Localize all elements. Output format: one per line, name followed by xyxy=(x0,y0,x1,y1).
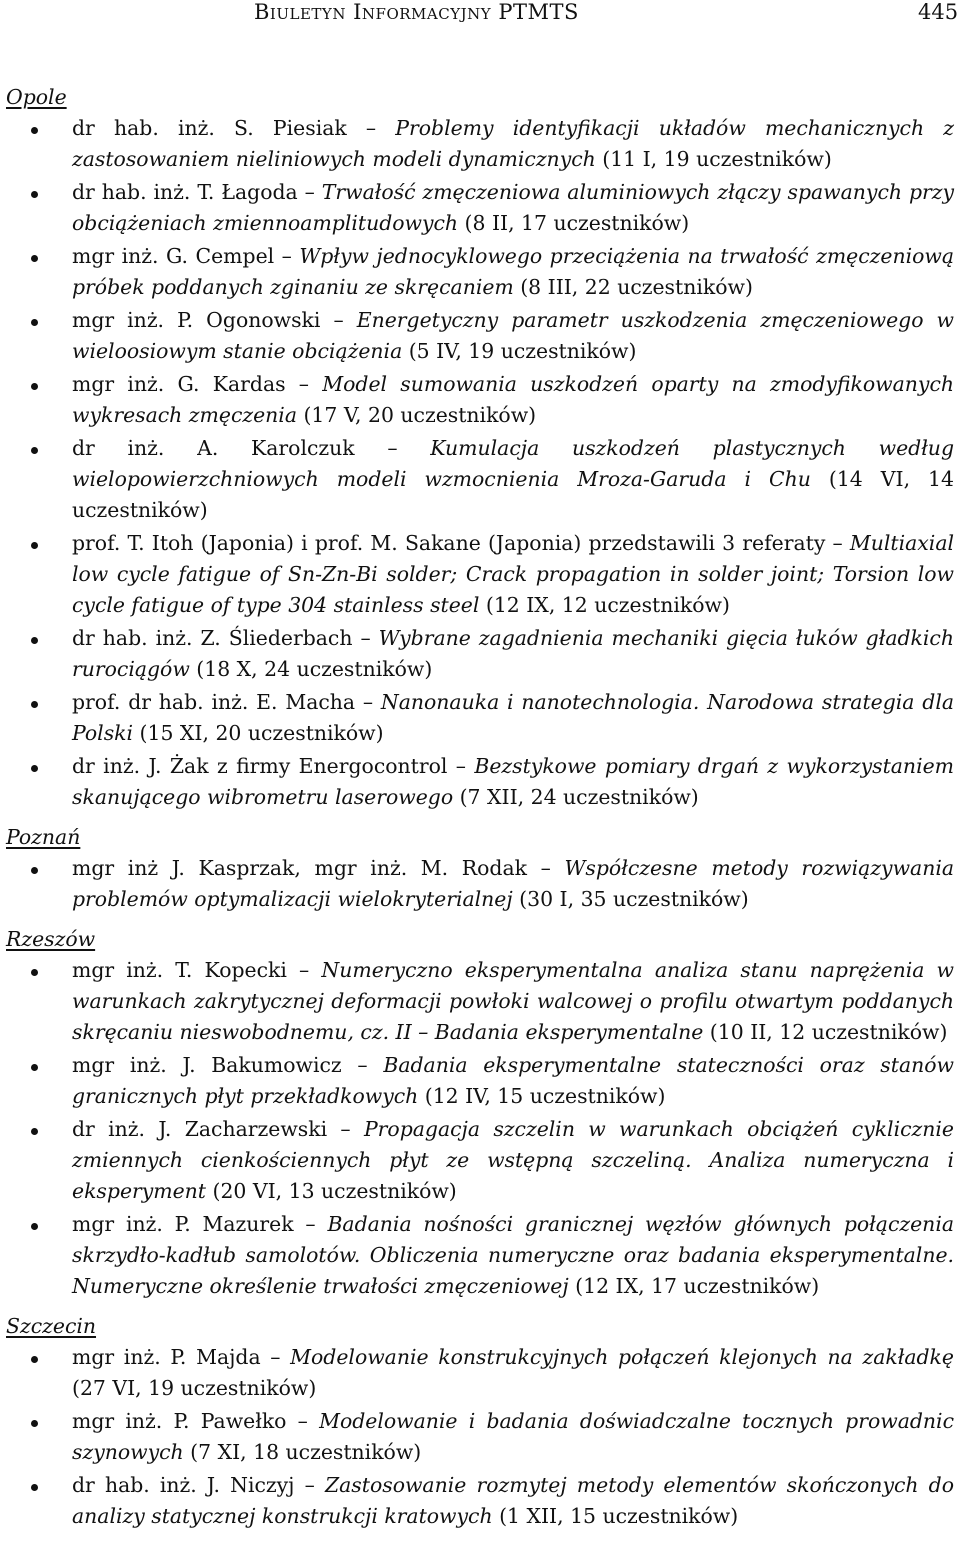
item-list xyxy=(6,955,954,1302)
bullet-icon xyxy=(31,765,38,772)
seminar-list xyxy=(6,82,954,1541)
item-title: Problemy identyfikacji układów mechanicznych z zastosowaniem nieliniowych modeli dynamicznych xyxy=(72,116,954,171)
item-info: (15 XI, 20 uczestników) xyxy=(133,721,384,745)
list-item xyxy=(6,623,954,685)
city-heading: Poznań xyxy=(6,825,81,849)
item-info: (10 II, 12 uczestników) xyxy=(703,1020,948,1044)
item-author: mgr inż. T. Kopecki – xyxy=(72,958,322,982)
item-info: (27 VI, 19 uczestników) xyxy=(72,1376,317,1400)
item-info: (8 II, 17 uczestników) xyxy=(458,211,690,235)
item-info: (20 VI, 13 uczestników) xyxy=(206,1179,457,1203)
bullet-icon xyxy=(31,542,38,549)
item-title: Nanonauka i nanotechnologia. Narodowa strategia dla Polski xyxy=(72,690,954,745)
item-info: (7 XI, 18 uczestników) xyxy=(183,1440,422,1464)
bullet-icon xyxy=(31,255,38,262)
item-title: Współczesne metody rozwiązywania problemów optymalizacji wielokryterialnej xyxy=(72,856,954,911)
item-info: (11 I, 19 uczestników) xyxy=(595,147,832,171)
item-author: dr hab. inż. Z. Śliederbach – xyxy=(72,626,379,650)
item-author: mgr inż. P. Majda – xyxy=(72,1345,291,1369)
item-info: (7 XII, 24 uczestników) xyxy=(453,785,699,809)
item-info: (30 I, 35 uczestników) xyxy=(512,887,749,911)
bullet-icon xyxy=(31,969,38,976)
item-info: (18 X, 24 uczestników) xyxy=(189,657,433,681)
bullet-icon xyxy=(31,1420,38,1427)
bullet-icon xyxy=(31,701,38,708)
item-title: Multiaxial low cycle fatigue of Sn-Zn-Bi solder; Crack propagation in solder joint; Torsion low cycle fatigue of type 304 stainless steel xyxy=(72,531,954,617)
bullet-icon xyxy=(31,1223,38,1230)
item-title: Zastosowanie rozmytej metody elementów skończonych do analizy statycznej konstrukcji kratowych xyxy=(72,1473,954,1528)
running-head xyxy=(0,0,960,28)
city-heading: Szczecin xyxy=(6,1314,97,1338)
item-author: mgr inż. P. Pawełko – xyxy=(72,1409,320,1433)
bullet-icon xyxy=(31,1128,38,1135)
item-info: (12 IX, 17 uczestników) xyxy=(568,1274,820,1298)
item-author: mgr inż. G. Cempel – xyxy=(72,244,300,268)
list-item xyxy=(6,177,954,239)
item-author: dr inż. A. Karolczuk – xyxy=(72,436,431,460)
item-info: (12 IV, 15 uczestników) xyxy=(418,1084,666,1108)
item-title: Model sumowania uszkodzeń oparty na zmodyfikowanych wykresach zmęczenia xyxy=(72,372,954,427)
bullet-icon xyxy=(31,1356,38,1363)
item-author: dr hab. inż. S. Piesiak – xyxy=(72,116,396,140)
list-item xyxy=(6,113,954,175)
item-list xyxy=(6,1342,954,1532)
item-info: (17 V, 20 uczestników) xyxy=(296,403,537,427)
item-author: dr inż. J. Żak z firmy Energocontrol – xyxy=(72,754,475,778)
item-title: Modelowanie konstrukcyjnych połączeń klejonych na zakładkę xyxy=(290,1345,954,1369)
item-info: (1 XII, 15 uczestników) xyxy=(492,1504,739,1528)
item-title: Kumulacja uszkodzeń plastycznych według wielopowierzchniowych modeli wzmocnienia Mroza-Garuda i Chu xyxy=(72,436,954,491)
bullet-icon xyxy=(31,637,38,644)
list-item xyxy=(6,1406,954,1468)
bullet-icon xyxy=(31,319,38,326)
item-title: Trwałość zmęczeniowa aluminiowych złączy spawanych przy obciążeniach zmiennoamplitudowych xyxy=(72,180,955,235)
item-title: Bezstykowe pomiary drgań z wykorzystaniem skanującego wibrometru laserowego xyxy=(72,754,954,809)
section-rzeszow xyxy=(6,924,954,1302)
bullet-icon xyxy=(31,867,38,874)
section-poznan xyxy=(6,822,954,915)
list-item xyxy=(6,1114,954,1207)
item-title: Wpływ jednocyklowego przeciążenia na trwałość zmęczeniową próbek poddanych zginaniu ze skręcaniem xyxy=(72,244,954,299)
list-item xyxy=(6,369,954,431)
item-author: dr hab. inż. J. Niczyj – xyxy=(72,1473,325,1497)
journal-title: Biuletyn Informacyjny PTMTS xyxy=(254,0,579,24)
bullet-icon xyxy=(31,383,38,390)
item-title: Energetyczny parametr uszkodzenia zmęczeniowego w wieloosiowym stanie obciążenia xyxy=(72,308,954,363)
section-opole xyxy=(6,82,954,813)
item-info: (14 VI, 14 uczestników) xyxy=(72,467,954,522)
item-info: (8 III, 22 uczestników) xyxy=(513,275,753,299)
item-author: mgr inż. J. Bakumowicz – xyxy=(72,1053,384,1077)
bullet-icon xyxy=(31,127,38,134)
list-item xyxy=(6,955,954,1048)
item-info: (12 IX, 12 uczestników) xyxy=(479,593,730,617)
item-title: Propagacja szczelin w warunkach obciążeń cyklicznie zmiennych cienkościennych płyt ze wstępną szczeliną. Analiza numeryczna i eksperyment xyxy=(72,1117,954,1203)
list-item xyxy=(6,1342,954,1404)
item-author: prof. T. Itoh (Japonia) i prof. M. Sakane (Japonia) przedstawili 3 referaty – xyxy=(72,531,850,555)
page-number: 445 xyxy=(918,0,959,24)
section-szczecin xyxy=(6,1311,954,1532)
item-author: mgr inż J. Kasprzak, mgr inż. M. Rodak – xyxy=(72,856,565,880)
bullet-icon xyxy=(31,191,38,198)
list-item xyxy=(6,528,954,621)
item-title: Modelowanie i badania doświadczalne tocznych prowadnic szynowych xyxy=(72,1409,954,1464)
item-title: Badania nośności granicznej węzłów głównych połączenia skrzydło-kadłub samolotów. Obliczenia numeryczne oraz badania eksperymentalne. Numeryczne określenie trwałości zmęczeniowej xyxy=(72,1212,954,1298)
list-item xyxy=(6,853,954,915)
list-item xyxy=(6,751,954,813)
list-item xyxy=(6,1050,954,1112)
list-item xyxy=(6,305,954,367)
list-item xyxy=(6,687,954,749)
item-author: mgr inż. P. Ogonowski – xyxy=(72,308,357,332)
bullet-icon xyxy=(31,1064,38,1071)
item-title: Wybrane zagadnienia mechaniki gięcia łuków gładkich rurociągów xyxy=(72,626,954,681)
list-item xyxy=(6,241,954,303)
list-item xyxy=(6,1470,954,1532)
item-list xyxy=(6,853,954,915)
item-author: dr hab. inż. T. Łagoda – xyxy=(72,180,322,204)
item-info: (5 IV, 19 uczestników) xyxy=(402,339,637,363)
item-list xyxy=(6,113,954,813)
item-title: Numeryczno eksperymentalna analiza stanu naprężenia w warunkach zakrytycznej deformacji powłoki walcowej o profilu otwartym poddanych skręcaniu nieswobodnemu, cz. II – Badania eksperymentalne xyxy=(72,958,954,1044)
item-title: Badania eksperymentalne stateczności oraz stanów granicznych płyt przekładkowych xyxy=(72,1053,954,1108)
item-author: dr inż. J. Zacharzewski – xyxy=(72,1117,364,1141)
item-author: mgr inż. G. Kardas – xyxy=(72,372,323,396)
list-item xyxy=(6,433,954,526)
item-author: prof. dr hab. inż. E. Macha – xyxy=(72,690,381,714)
item-author: mgr inż. P. Mazurek – xyxy=(72,1212,328,1236)
city-heading: Rzeszów xyxy=(6,927,96,951)
bullet-icon xyxy=(31,447,38,454)
list-item xyxy=(6,1209,954,1302)
city-heading: Opole xyxy=(6,85,67,109)
bullet-icon xyxy=(31,1484,38,1491)
